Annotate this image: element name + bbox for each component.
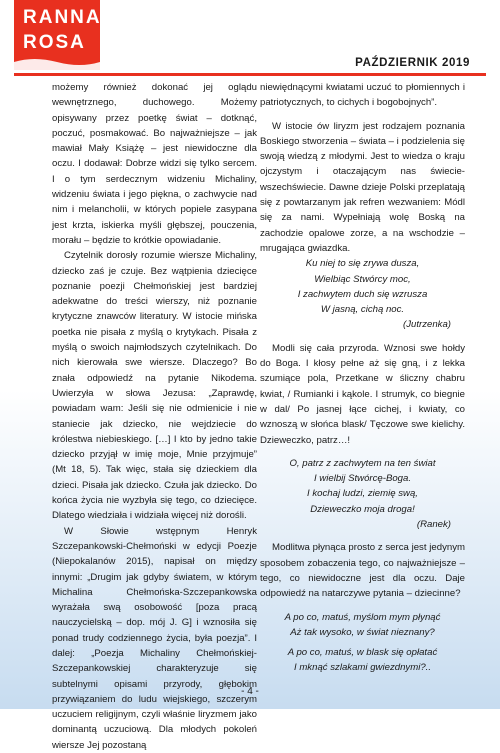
paragraph: niewiędnącymi kwiatami uczuć to płomiennych i patriotycznych, to cichych i bogobojnych”.	[260, 82, 465, 109]
poem-line: Ku niej to się zrywa dusza,	[305, 258, 420, 270]
spacer	[260, 532, 465, 540]
poem-line: Dzieweczko moja droga!	[310, 503, 415, 515]
spacer	[260, 111, 465, 119]
poem-line: I kochaj ludzi, ziemię swą,	[307, 488, 418, 500]
issue-date: PAŹDZIERNIK 2019	[355, 57, 470, 69]
page-number: - 4 -	[241, 686, 259, 697]
paragraph: Modli się cała przyroda. Wznosi swe hołdy do Boga. I kłosy pełne aż się gną, i z lekka szumiące pola, Przetkane w śliczny chabru kwiat, / Rumianki i kąkole. I strumyk, co biegnie w dal/ Po jasnej łące cichej, i kwiaty, co wznoszą w słońca blask/ Tęczowe swe kielichy. Dzieweczko, patrz…!	[260, 342, 465, 446]
poem-line: I mknąć szlakami gwiezdnymi?..	[293, 662, 432, 674]
logo-line-2: ROSA	[23, 32, 86, 53]
poem-line: A po co, matuś, myślom mym płynąć	[284, 611, 441, 623]
paragraph: Modlitwa płynąca prosto z serca jest jedynym sposobem zobaczenia tego, co najważniejsze – tego, co niewidoczne jest dla oczu. Daje odpowiedź na natarczywe pytania – dziecinne?	[260, 542, 465, 600]
paragraph: możemy również dokonać jej oglądu wewnętrznego, duchowego. Możemy opisywany przez poetkę świat – dotknąć, poczuć, posmakować. Bo najważniejsze – jak mawiał Mały Książę – jest niewidoczne dla oczu. I dodawał: Dobrze widzi się tylko sercem. I o tym serdecznym widzeniu Michaliny, widzeniu świata i jego piękna, o zachwycie nad nim i melancholii, w których popiele zasypana jest krzta, iskierka myśli głębszej, pouczenia, morału – będzie to krótkie opowiadanie.	[52, 82, 257, 246]
poem-source: (Jutrzenka)	[403, 319, 451, 331]
poem-line: W jasną, cichą noc.	[320, 304, 405, 316]
poem-line: I zachwytem duch się wzrusza	[297, 288, 428, 300]
poem-line: A po co, matuś, w blask się opłatać	[287, 647, 438, 659]
poem-source: (Ranek)	[416, 519, 451, 531]
poem-line: Aż tak wysoko, w świat nieznany?	[290, 626, 435, 638]
spacer	[260, 602, 465, 610]
logo-wave-icon	[14, 56, 100, 70]
header-rule	[14, 73, 486, 76]
poem-line: Wielbiąc Stwórcy moc,	[314, 273, 411, 285]
magazine-logo	[14, 0, 100, 70]
paragraph: W Słowie wstępnym Henryk Szczepankowski-Chełmoński w edycji Poezje (Niepokalanów 2015), napisał on między innymi: „Drugim jak gdyby światem, w którym Michalina Chełmońska-Szczepankowska wyrażała swą osobowość [poza pracą nauczycielską – dop. mój J. G] i wznosiła się ponad trudy codziennego życia, była poezja”. I dalej: „Poezja Michaliny Chełmońskiej-Szczepankowskiej charakteryzuje się subtelnymi opisami przyrody, głębokim przywiązaniem do ludu wiejskiego, szczerym uczuciem religijnym, czyli właśnie liryzmem jako dominantą uczuciową. Dla młodych pokoleń wiersze Jej pozostaną	[52, 525, 257, 751]
poem-line: I wielbij Stwórcę-Boga.	[313, 473, 412, 485]
poem-line: O, patrz z zachwytem na ten świat	[289, 457, 436, 469]
right-column	[260, 80, 465, 676]
paragraph: Czytelnik dorosły rozumie wiersze Michaliny, dziecko zaś je czuje. Bez wątpienia dziecięce poznanie poezji Chełmońskiej jest bardziej adekwatne do treści wierszy, niż poznanie krytyczne znawców literatury. W istocie mińska poetka nie pisała z myślą o krytykach. Pisała z myślą o swoich najmłodszych czytelnikach. Do nich kierowała swe wiersze. Dlaczego? Bo znała odpowiedź na pytanie Nikodema. Uwierzyła w słowa Jezusa: „Zaprawdę, powiadam wam: Jeśli się nie odmienicie i nie staniecie jak dziecko, nie wejdziecie do królestwa niebieskiego. […] I kto by jedno takie dziecko przyjął w imię moje, Mnie przyjmuje” (Mt 18, 5). Tak więc, stała się dzieckiem dla dzieci. Pisała jak dziecko. Czuła jak dziecko. Do końca życia nie wyzbyła się tego, co dziecięce. Dlatego wiedziała i widziała więcej niż dorośli.	[52, 250, 257, 522]
left-column	[52, 80, 257, 753]
paragraph: W istocie ów liryzm jest rodzajem poznania Boskiego stworzenia – świata – i podzielenia się swoją wiedzą z młodymi. Jest to wiedza o kraju ojczystym i otaczającym nas świecie-wszechświecie. Dawne dzieje Polski przeplatają się z powtarzanym jak refren wezwaniem: Módl się za nami. Wypełniają wolę Boską na zachodzie opalowe zorze, a na wschodzie – mrugająca gwiazdka.	[260, 120, 465, 254]
spacer	[260, 448, 465, 456]
logo-line-1: RANNA	[23, 7, 102, 28]
spacer	[260, 333, 465, 341]
